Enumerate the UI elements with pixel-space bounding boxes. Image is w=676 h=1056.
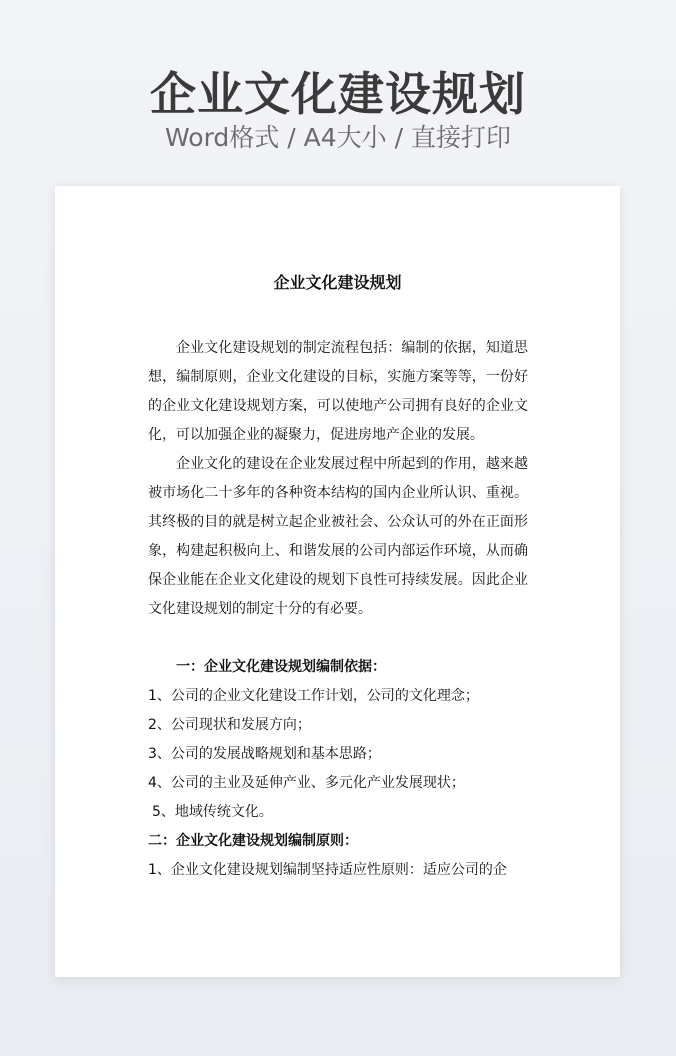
section-heading-basis: 一：企业文化建设规划编制依据： [176,659,386,675]
blank-line [148,624,528,653]
list-item: 4、公司的主业及延伸产业、多元化产业发展现状； [148,775,465,791]
list-item: 1、公司的企业文化建设工作计划，公司的文化理念； [148,688,479,704]
document-title: 企业文化建设规划 [273,273,402,292]
document-page [55,186,620,977]
banner-title: 企业文化建设规划 [150,67,526,121]
banner-subtitle: Word格式 / A4大小 / 直接打印 [165,123,511,152]
document-body [148,334,528,885]
list-item: 5、地域传统文化。 [152,804,273,820]
list-item: 2、公司现状和发展方向； [148,717,311,733]
list-item: 1、企业文化建设规划编制坚持适应性原则：适应公司的企 [148,862,507,878]
section-heading-principles: 二：企业文化建设规划编制原则： [148,833,358,849]
paragraph-intro: 企业文化建设规划的制定流程包括：编制的依据，知道思想，编制原则，企业文化建设的目标，实施方案等等，一份好的企业文化建设规划方案，可以使地产公司拥有良好的企业文化，可以加强企业的凝聚力，促进房地产企业的发展。 [148,340,528,443]
list-item: 3、公司的发展战略规划和基本思路； [148,746,381,762]
paragraph-role: 企业文化的建设在企业发展过程中所起到的作用，越来越被市场化二十多年的各种资本结构的国内企业所认识、重视。其终极的目的就是树立起企业被社会、公众认可的外在正面形象，构建起积极向上、和谐发展的公司内部运作环境，从而确保企业能在企业文化建设的规划下良性可持续发展。因此企业文化建设规划的制定十分的有必要。 [148,456,528,617]
